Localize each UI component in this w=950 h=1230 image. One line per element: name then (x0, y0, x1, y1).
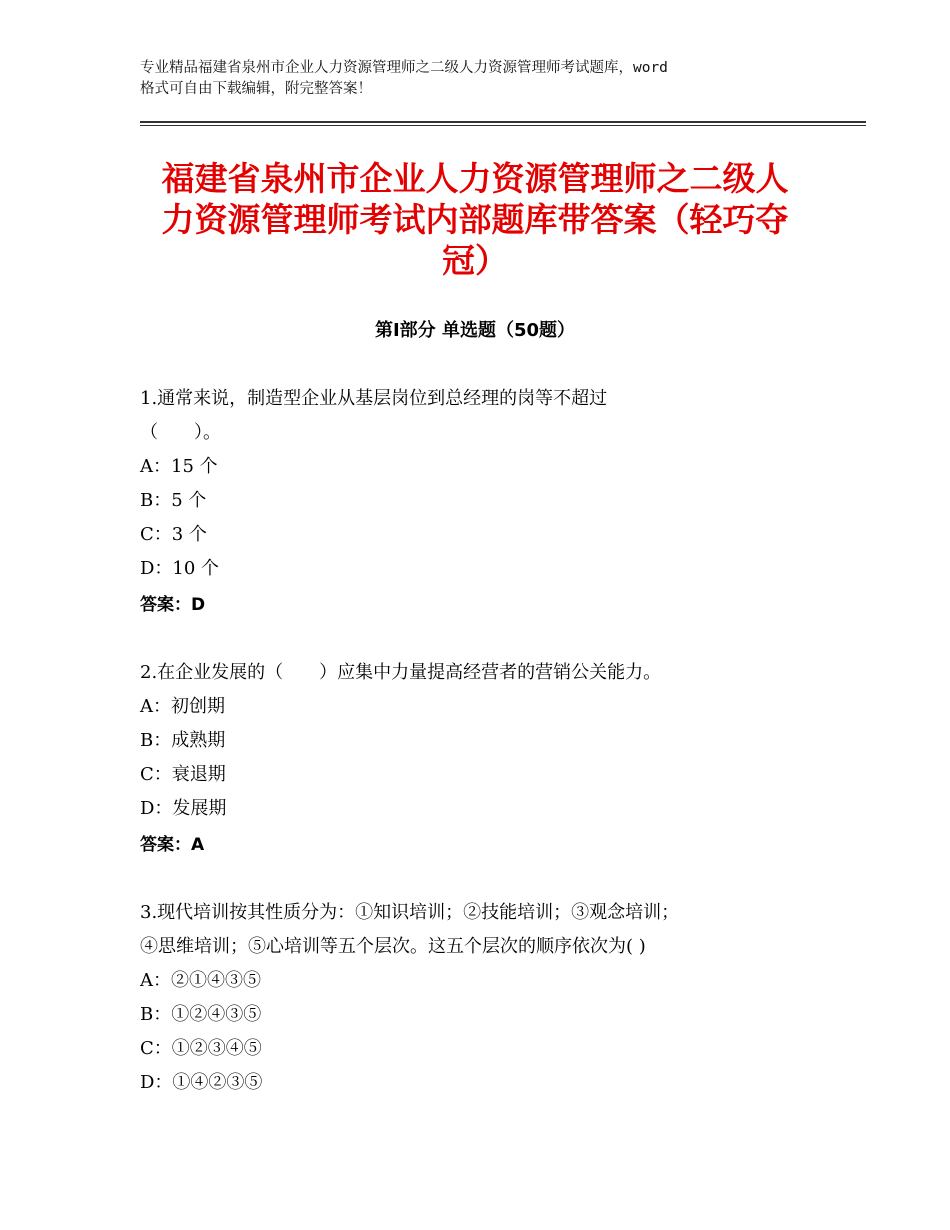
header-note-line-1: 专业精品福建省泉州市企业人力资源管理师之二级人力资源管理师考试题库，word (140, 60, 668, 76)
question-3-option-b: B：①②④③⑤ (140, 1004, 262, 1025)
document-title-line-3: 冠） (442, 241, 508, 280)
question-1-answer: 答案：D (140, 595, 206, 615)
question-2-option-a: A：初创期 (140, 696, 225, 717)
question-3-stem-line-1: 3.现代培训按其性质分为：①知识培训；②技能培训；③观念培训； (140, 902, 680, 923)
question-3-option-a: A：②①④③⑤ (140, 970, 261, 991)
question-1-option-c: C：3 个 (140, 524, 207, 545)
question-1-stem-line-2: （ ）。 (140, 422, 221, 443)
header-divider-thin (140, 125, 866, 126)
question-2-option-c: C：衰退期 (140, 764, 226, 785)
question-2-option-d: D：发展期 (140, 798, 227, 819)
question-1-stem-line-1: 1.通常来说，制造型企业从基层岗位到总经理的岗等不超过 (140, 388, 608, 409)
document-title-line-1: 福建省泉州市企业人力资源管理师之二级人 (161, 159, 789, 198)
question-3-option-d: D：①④②③⑤ (140, 1072, 263, 1093)
question-1-option-b: B：5 个 (140, 490, 207, 511)
header-note-line-2: 格式可自由下载编辑，附完整答案！ (140, 81, 372, 97)
question-1-option-a: A：15 个 (140, 456, 218, 477)
document-title (100, 158, 850, 281)
question-2-answer: 答案：A (140, 835, 205, 855)
question-2-stem-line-1: 2.在企业发展的（ ）应集中力量提高经营者的营销公关能力。 (140, 662, 662, 683)
header-note (140, 58, 830, 100)
question-3-option-c: C：①②③④⑤ (140, 1038, 262, 1059)
question-1-option-d: D：10 个 (140, 558, 220, 579)
document-title-line-2: 力资源管理师考试内部题库带答案（轻巧夺 (161, 200, 789, 239)
section-heading: 第Ⅰ部分 单选题（50题） (374, 320, 575, 341)
header-divider-thick (140, 121, 866, 123)
question-3-stem-line-2: ④思维培训；⑤心培训等五个层次。这五个层次的顺序依次为( ) (140, 936, 646, 957)
question-2-option-b: B：成熟期 (140, 730, 226, 751)
